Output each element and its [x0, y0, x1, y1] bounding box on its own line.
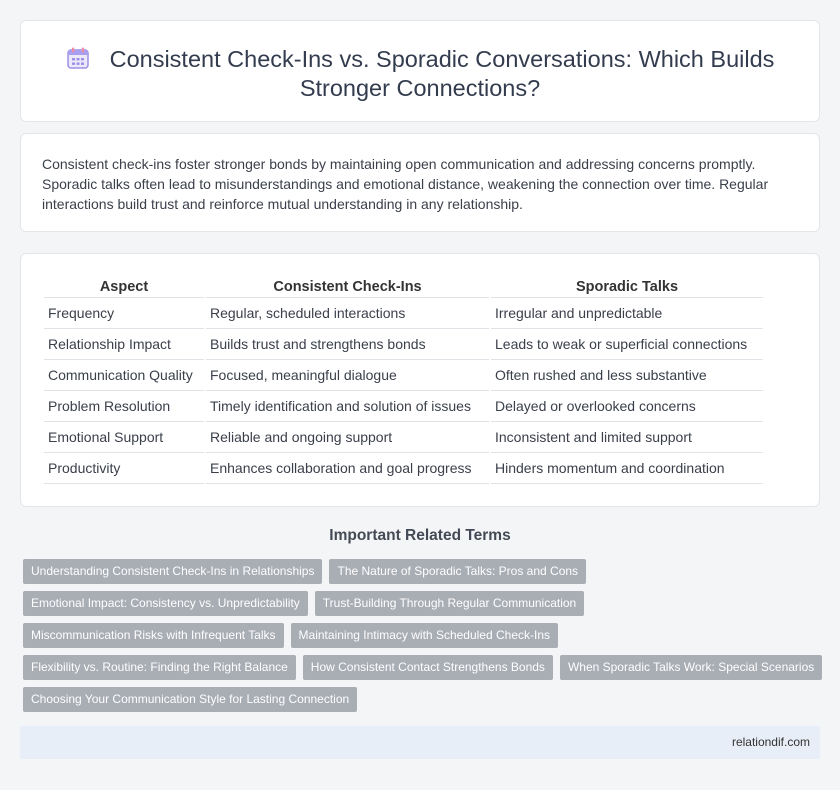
related-tag[interactable]: How Consistent Contact Strengthens Bonds	[303, 655, 553, 680]
table-cell: Irregular and unpredictable	[491, 298, 763, 329]
table-cell: Delayed or overlooked concerns	[491, 391, 763, 422]
related-tag[interactable]: When Sporadic Talks Work: Special Scenarios	[560, 655, 822, 680]
footer-site-link[interactable]: relationdif.com	[731, 735, 810, 749]
table-cell: Enhances collaboration and goal progress	[206, 453, 489, 484]
table-row	[44, 453, 763, 484]
table-row	[44, 360, 763, 391]
related-tag[interactable]: Miscommunication Risks with Infrequent Talks	[23, 623, 284, 648]
table-cell: Often rushed and less substantive	[491, 360, 763, 391]
page-title	[61, 45, 779, 103]
tag-row	[23, 655, 823, 680]
related-tag[interactable]: The Nature of Sporadic Talks: Pros and Cons	[329, 559, 586, 584]
page-title-text: Consistent Check-Ins vs. Sporadic Conversations: Which Builds Stronger Connections?	[109, 46, 775, 101]
table-header-row	[44, 276, 763, 298]
table-cell: Communication Quality	[44, 360, 204, 391]
table-cell: Leads to weak or superficial connections	[491, 329, 763, 360]
table-row	[44, 391, 763, 422]
comparison-card	[20, 253, 820, 507]
title-wrap	[61, 45, 779, 103]
related-tags	[23, 559, 823, 719]
related-tag[interactable]: Maintaining Intimacy with Scheduled Check-Ins	[291, 623, 558, 648]
header-sporadic: Sporadic Talks	[491, 276, 763, 298]
table-row	[44, 422, 763, 453]
table-cell: Frequency	[44, 298, 204, 329]
related-tag[interactable]: Trust-Building Through Regular Communication	[315, 591, 584, 616]
table-cell: Inconsistent and limited support	[491, 422, 763, 453]
related-tag[interactable]: Choosing Your Communication Style for Lasting Connection	[23, 687, 357, 712]
header-aspect: Aspect	[44, 276, 204, 298]
tag-row	[23, 591, 823, 616]
related-tag[interactable]: Understanding Consistent Check-Ins in Relationships	[23, 559, 322, 584]
table-row	[44, 298, 763, 329]
tag-row	[23, 687, 823, 712]
calendar-icon	[66, 46, 90, 70]
intro-paragraph: Consistent check-ins foster stronger bonds by maintaining open communication and addressing concerns promptly. Sporadic talks often lead to misunderstandings and emotional distance, weakening the connection over time. Regular interactions build trust and reinforce mutual understanding in any relationship.	[42, 156, 769, 212]
table-cell: Problem Resolution	[44, 391, 204, 422]
table-cell: Reliable and ongoing support	[206, 422, 489, 453]
table-cell: Builds trust and strengthens bonds	[206, 329, 489, 360]
table-cell: Hinders momentum and coordination	[491, 453, 763, 484]
table-cell: Regular, scheduled interactions	[206, 298, 489, 329]
header-consistent: Consistent Check-Ins	[206, 276, 489, 298]
table-cell: Focused, meaningful dialogue	[206, 360, 489, 391]
table-cell: Emotional Support	[44, 422, 204, 453]
title-card	[20, 20, 820, 122]
table-cell: Productivity	[44, 453, 204, 484]
table-cell: Relationship Impact	[44, 329, 204, 360]
intro-card	[20, 133, 820, 232]
comparison-table	[42, 276, 765, 484]
tag-row	[23, 623, 823, 648]
related-tag[interactable]: Flexibility vs. Routine: Finding the Right Balance	[23, 655, 296, 680]
footer	[20, 726, 820, 759]
table-row	[44, 329, 763, 360]
table-cell: Timely identification and solution of issues	[206, 391, 489, 422]
related-tag[interactable]: Emotional Impact: Consistency vs. Unpredictability	[23, 591, 308, 616]
related-terms-title: Important Related Terms	[329, 527, 511, 544]
tag-row	[23, 559, 823, 584]
